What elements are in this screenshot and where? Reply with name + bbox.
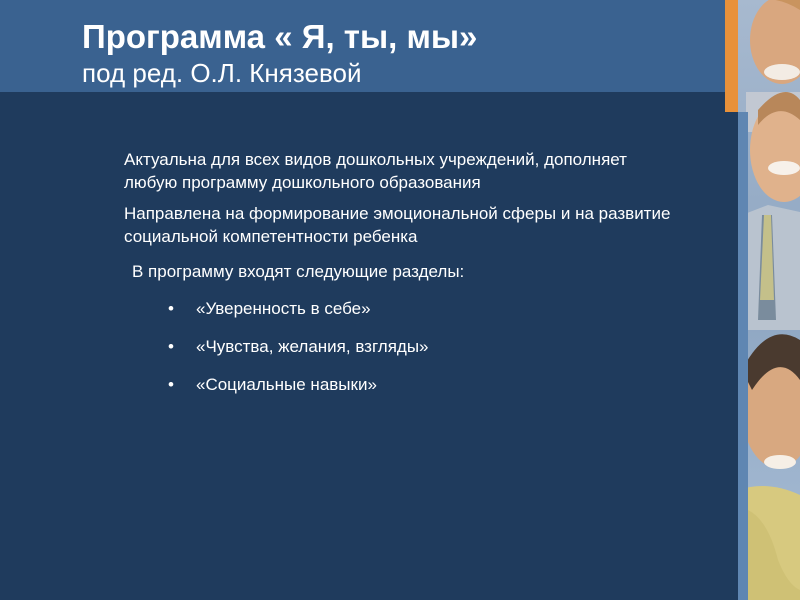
list-item-label: «Уверенность в себе» [196,299,371,318]
accent-bar-orange [725,0,738,112]
list-item [124,335,684,358]
list-item-label: «Социальные навыки» [196,375,377,394]
slide-title: Программа « Я, ты, мы» [82,18,478,55]
paragraph-direction: Направлена на формирование эмоциональной сферы и на развитие социальной компетентности ребенка [124,204,671,246]
bullet-icon: • [168,299,174,318]
paragraph-relevance: Актуальна для всех видов дошкольных учреждений, дополняет любую программу дошкольного образования [124,150,627,192]
title-banner [0,0,725,92]
bullet-icon: • [168,337,174,356]
bullet-icon: • [168,375,174,394]
sections-list [124,297,684,396]
sections-intro: В программу входят следующие разделы: [132,262,465,281]
accent-bar-blue [738,112,748,600]
slide-subtitle: под ред. О.Л. Князевой [82,58,362,88]
list-item-label: «Чувства, желания, взгляды» [196,337,429,356]
list-item [124,297,684,320]
slide-body [124,148,684,411]
list-item [124,373,684,396]
